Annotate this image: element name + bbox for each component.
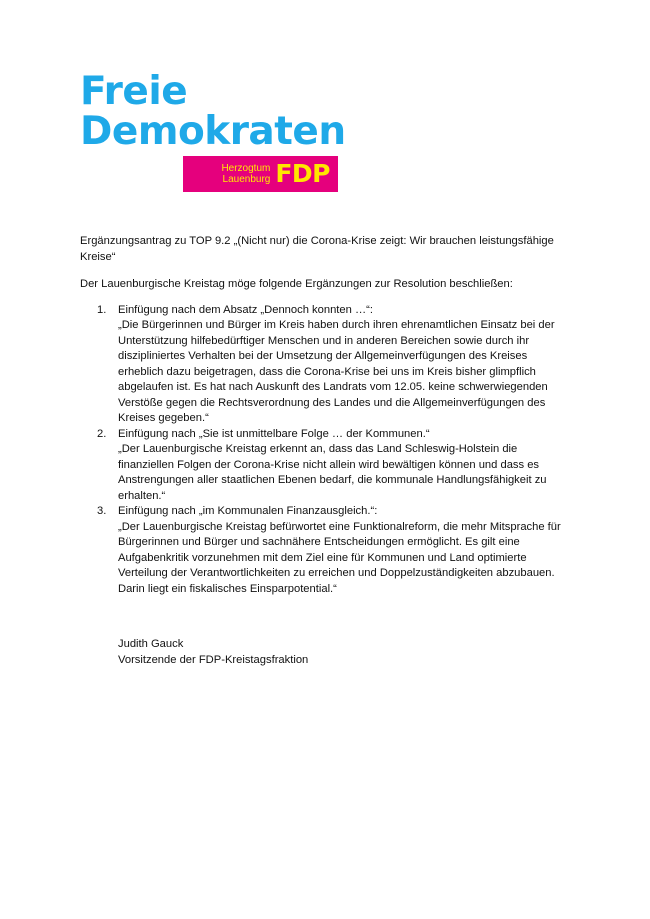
logo-word-freie: Freie: [80, 69, 188, 114]
item-heading: Einfügung nach „im Kommunalen Finanzausgleich.“:: [118, 505, 378, 517]
amendment-list: [80, 303, 575, 598]
logo-region-line1: Herzogtum: [221, 163, 271, 174]
item-text: „Der Lauenburgische Kreistag befürwortet eine Funktionalreform, die mehr Mitsprache für Bürgerinnen und Bürger und sachnähere Entscheidungen ermöglicht. Es gilt eine Aufgabenkritik vorzunehmen mit dem Ziel eine für Kommunen und Land optimierte Verteilung der Verantwortlichkeiten zu erreichen und Doppelzuständigkeiten abzubauen. Darin liegt ein fiskalisches Einsparpotential.“: [118, 520, 561, 595]
amendment-item-3: [80, 504, 575, 597]
item-number: 3.: [97, 505, 107, 517]
logo-word-demokraten: Demokraten: [80, 109, 346, 154]
item-number: 2.: [97, 427, 107, 440]
document-intro: Der Lauenburgische Kreistag möge folgende Ergänzungen zur Resolution beschließen:: [80, 278, 513, 290]
item-heading: Einfügung nach „Sie ist unmittelbare Folge … der Kommunen.“: [118, 427, 430, 440]
item-text: „Die Bürgerinnen und Bürger im Kreis haben durch ihren ehrenamtlichen Einsatz bei der Unterstützung hilfebedürftiger Menschen und in anderen Bereichen sowie durch ihr diszipliniertes Verhalten bei der Umsetzung der Allgemeinverfügungen des Kreises erheblich dazu beigetragen, dass die Corona-Krise bei uns im Kreis bisher glimpflich abgelaufen ist. Es hat nach Auskunft des Landrats vom 12.05. keine schwerwiegenden Verstöße gegen die Rechtsverordnung des Landes und die Allgemeinverfügungen des Kreises gegeben.“: [118, 319, 555, 424]
signature-block: [80, 637, 575, 668]
signature-role: Vorsitzende der FDP-Kreistagsfraktion: [118, 653, 309, 666]
logo-party-fdp: FDP: [275, 159, 330, 188]
amendment-item-2: [80, 427, 575, 505]
item-heading: Einfügung nach dem Absatz „Dennoch konnten …“:: [118, 303, 373, 316]
logo-region: [221, 163, 270, 185]
logo-region-line2: Lauenburg: [222, 174, 271, 185]
signature-name: Judith Gauck: [118, 638, 184, 650]
logo-badge: [183, 156, 338, 192]
document-title: Ergänzungsantrag zu TOP 9.2 „(Nicht nur) die Corona-Krise zeigt: Wir brauchen leistungsfähige Kreise“: [80, 235, 554, 263]
item-text: „Der Lauenburgische Kreistag erkennt an, dass das Land Schleswig-Holstein die finanziellen Folgen der Corona-Krise nicht allein wird bewältigen können und dass es Anstrengungen aller staatlichen Ebenen bedarf, die kommunale Handlungsfähigkeit zu erhalten.“: [118, 443, 547, 502]
fdp-logo: [80, 69, 346, 188]
amendment-item-1: [80, 303, 575, 427]
item-number: 1.: [97, 303, 107, 316]
document-body: [80, 234, 575, 668]
